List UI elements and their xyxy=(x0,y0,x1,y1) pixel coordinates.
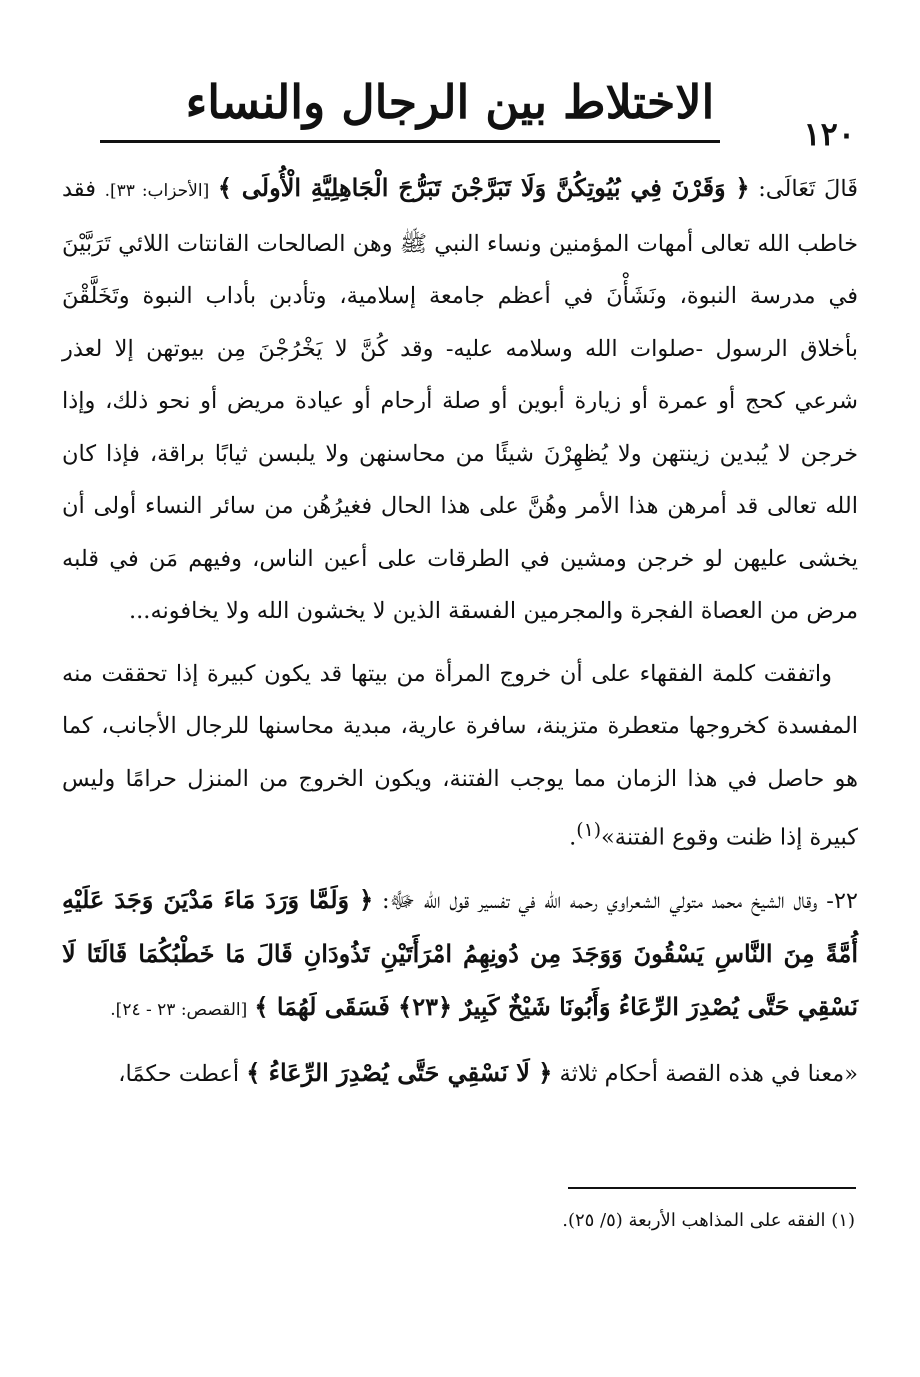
quran-verse: ﴿ لَا نَسْقِي حَتَّى يُصْدِرَ الرِّعَاءُ ﴾ xyxy=(246,1057,553,1087)
paragraph-4 xyxy=(62,1047,858,1101)
footnote-marker: (١) xyxy=(576,820,602,841)
paragraph-text: فقد خاطب الله تعالى أمهات المؤمنين ونساء النبي ﷺ وهن الصالحات القانتات اللائي تَرَبَّيْنَ في مدرسة النبوة، ونَشَأْنَ في أعظم جامعة إسلامية، وتأدبن بأداب النبوة وتَخَلَّقْنَ بأخلاق الرسول -صلوات الله وسلامه عليه- وقد كُنَّ لا يَخْرُجْنَ مِن بيوتهن إلا لعذر شرعي كحج أو عمرة أو زيارة أبوين أو صلة أرحام أو عيادة مريض أو نحو ذلك، وإذا خرجن لا يُبدين زينتهن ولا يُظهِرْنَ شيئًا من محاسنهن ولا يلبسن ثيابًا براقة، فإذا كان الله تعالى قد أمرهن هذا الأمر وهُنَّ على هذا الحال فغيرُهُن من سائر النساء أولى أن يخشى عليهن لو خرجن ومشين في الطرقات على أعين الناس، وفيهم مَن في قلبه مرض من العصاة الفجرة والمجرمين الفسقة الذين لا يخشون الله ولا يخافونه... xyxy=(62,176,858,624)
quote-intro: «معنا في هذه القصة أحكام ثلاثة xyxy=(559,1060,858,1087)
sentence-end: . xyxy=(569,824,577,851)
quran-verse: ﴿ وَلَمَّا وَرَدَ مَاءَ مَدْيَنَ وَجَدَ عَلَيْهِ أُمَّةً مِنَ النَّاسِ يَسْقُونَ وَوَجَدَ مِن دُونِهِمُ امْرَأَتَيْنِ تَذُودَانِ قَالَ مَا خَطْبُكُمَا قَالَتَا لَا نَسْقِي حَتَّى يُصْدِرَ الرِّعَاءُ وَأَبُونَا شَيْخٌ كَبِيرٌ ﴿٢٣﴾ فَسَقَى لَهُمَا ﴾ xyxy=(62,885,858,1021)
quran-verse: ﴿ وَقَرْنَ فِي بُيُوتِكُنَّ وَلَا تَبَرَّجْنَ تَبَرُّجَ الْجَاهِلِيَّةِ الْأُولَى ﴾ xyxy=(217,173,750,202)
page-number: ١٢٠ xyxy=(803,115,855,153)
paragraph-3 xyxy=(62,874,858,1037)
running-header-title: الاختلاط بين الرجال والنساء xyxy=(185,75,715,129)
header-rule xyxy=(100,140,720,143)
paragraph-text: أعطت حكمًا، xyxy=(118,1060,240,1087)
verse-reference: [الأحزاب: ٣٣]. xyxy=(104,181,210,201)
verse-reference: [القصص: ٢٣ - ٢٤]. xyxy=(110,1000,248,1020)
paragraph-text: واتفقت كلمة الفقهاء على أن خروج المرأة من بيتها قد يكون كبيرة إذا تحققت منه المفسدة كخروجها متعطرة متزينة، سافرة عارية، مبدية محاسنها للرجال الأجانب، كما هو حاصل في هذا الزمان مما يوجب الفتنة، ويكون الخروج من المنزل حرامًا وليس كبيرة إذا ظنت وقوع الفتنة» xyxy=(62,660,858,851)
footnote-separator xyxy=(568,1187,856,1189)
paragraph-2 xyxy=(62,648,858,865)
verse-intro: قَالَ تَعَالَى: xyxy=(758,176,858,202)
paragraph-1 xyxy=(62,162,858,638)
main-text xyxy=(62,162,858,1100)
numbered-item-intro: ٢٢- وقال الشيخ محمد متولي الشعراوي رحمه الله في تفسير قول الله ﷻ: xyxy=(382,888,858,914)
footnote: (١) الفقه على المذاهب الأربعة (٥/ ٢٥). xyxy=(562,1210,855,1231)
